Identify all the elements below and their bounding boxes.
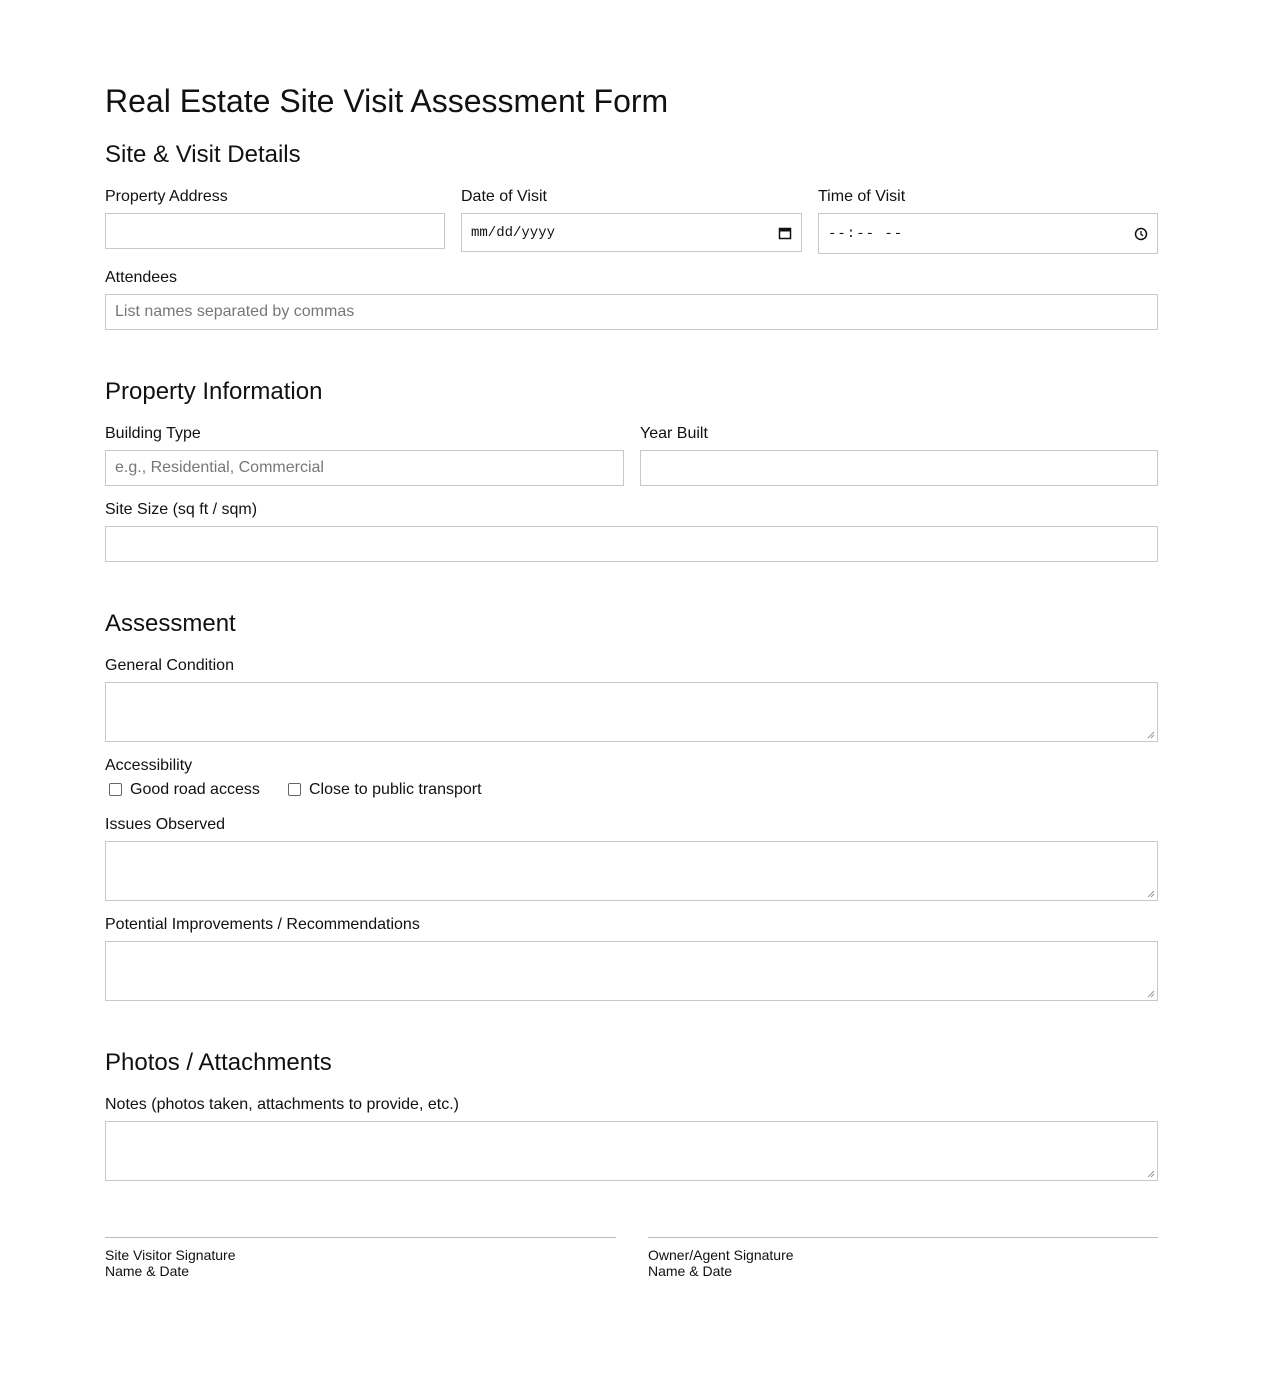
time-of-visit-label: Time of Visit: [818, 188, 906, 205]
site-size-input[interactable]: [105, 526, 1158, 562]
year-built-label: Year Built: [640, 425, 708, 442]
improvements-label: Potential Improvements / Recommendations: [105, 916, 420, 933]
resize-handle-icon[interactable]: [1147, 990, 1155, 998]
issues-observed-label: Issues Observed: [105, 816, 226, 833]
signature-line: [105, 1237, 616, 1238]
section-heading-site: Site & Visit Details: [105, 141, 301, 168]
owner-agent-signature: [648, 1247, 794, 1279]
attendees-input[interactable]: [105, 294, 1158, 330]
signature-subtitle: Name & Date: [105, 1263, 190, 1279]
clock-icon[interactable]: [1134, 227, 1148, 241]
signature-title: Site Visitor Signature: [105, 1247, 236, 1263]
notes-textarea[interactable]: [105, 1121, 1158, 1181]
page-title: Real Estate Site Visit Assessment Form: [105, 83, 669, 119]
accessibility-label: Accessibility: [105, 757, 193, 774]
section-heading-assessment: Assessment: [105, 610, 236, 637]
date-placeholder: mm/dd/yyyy: [471, 224, 556, 241]
public-transport-checkbox[interactable]: [288, 781, 482, 799]
time-of-visit-input[interactable]: [818, 213, 1158, 254]
calendar-icon[interactable]: [778, 226, 792, 240]
attendees-placeholder: List names separated by commas: [115, 303, 355, 320]
date-of-visit-input[interactable]: [461, 213, 802, 252]
general-condition-label: General Condition: [105, 657, 234, 674]
building-type-input[interactable]: [105, 450, 624, 486]
resize-handle-icon[interactable]: [1147, 731, 1155, 739]
site-visitor-signature: [105, 1247, 235, 1279]
notes-label: Notes (photos taken, attachments to provide, etc.): [105, 1096, 459, 1113]
date-of-visit-label: Date of Visit: [461, 188, 547, 205]
site-size-label: Site Size (sq ft / sqm): [105, 501, 258, 518]
good-road-access-checkbox[interactable]: [109, 781, 260, 799]
year-built-input[interactable]: [640, 450, 1158, 486]
resize-handle-icon[interactable]: [1147, 890, 1155, 898]
section-heading-photos: Photos / Attachments: [105, 1049, 332, 1076]
time-placeholder: --:-- --: [828, 225, 904, 242]
attendees-label: Attendees: [105, 269, 178, 286]
section-heading-property: Property Information: [105, 378, 323, 405]
building-type-placeholder: e.g., Residential, Commercial: [115, 459, 324, 476]
issues-observed-textarea[interactable]: [105, 841, 1158, 901]
signature-line: [648, 1237, 1158, 1238]
resize-handle-icon[interactable]: [1147, 1170, 1155, 1178]
general-condition-textarea[interactable]: [105, 682, 1158, 742]
checkbox-label: Close to public transport: [309, 781, 482, 798]
checkbox-box[interactable]: [109, 783, 122, 796]
building-type-label: Building Type: [105, 425, 201, 442]
improvements-textarea[interactable]: [105, 941, 1158, 1001]
property-address-input[interactable]: [105, 213, 445, 249]
checkbox-label: Good road access: [130, 781, 260, 798]
signature-title: Owner/Agent Signature: [648, 1247, 794, 1263]
property-address-label: Property Address: [105, 188, 228, 205]
checkbox-box[interactable]: [288, 783, 301, 796]
signature-subtitle: Name & Date: [648, 1263, 733, 1279]
